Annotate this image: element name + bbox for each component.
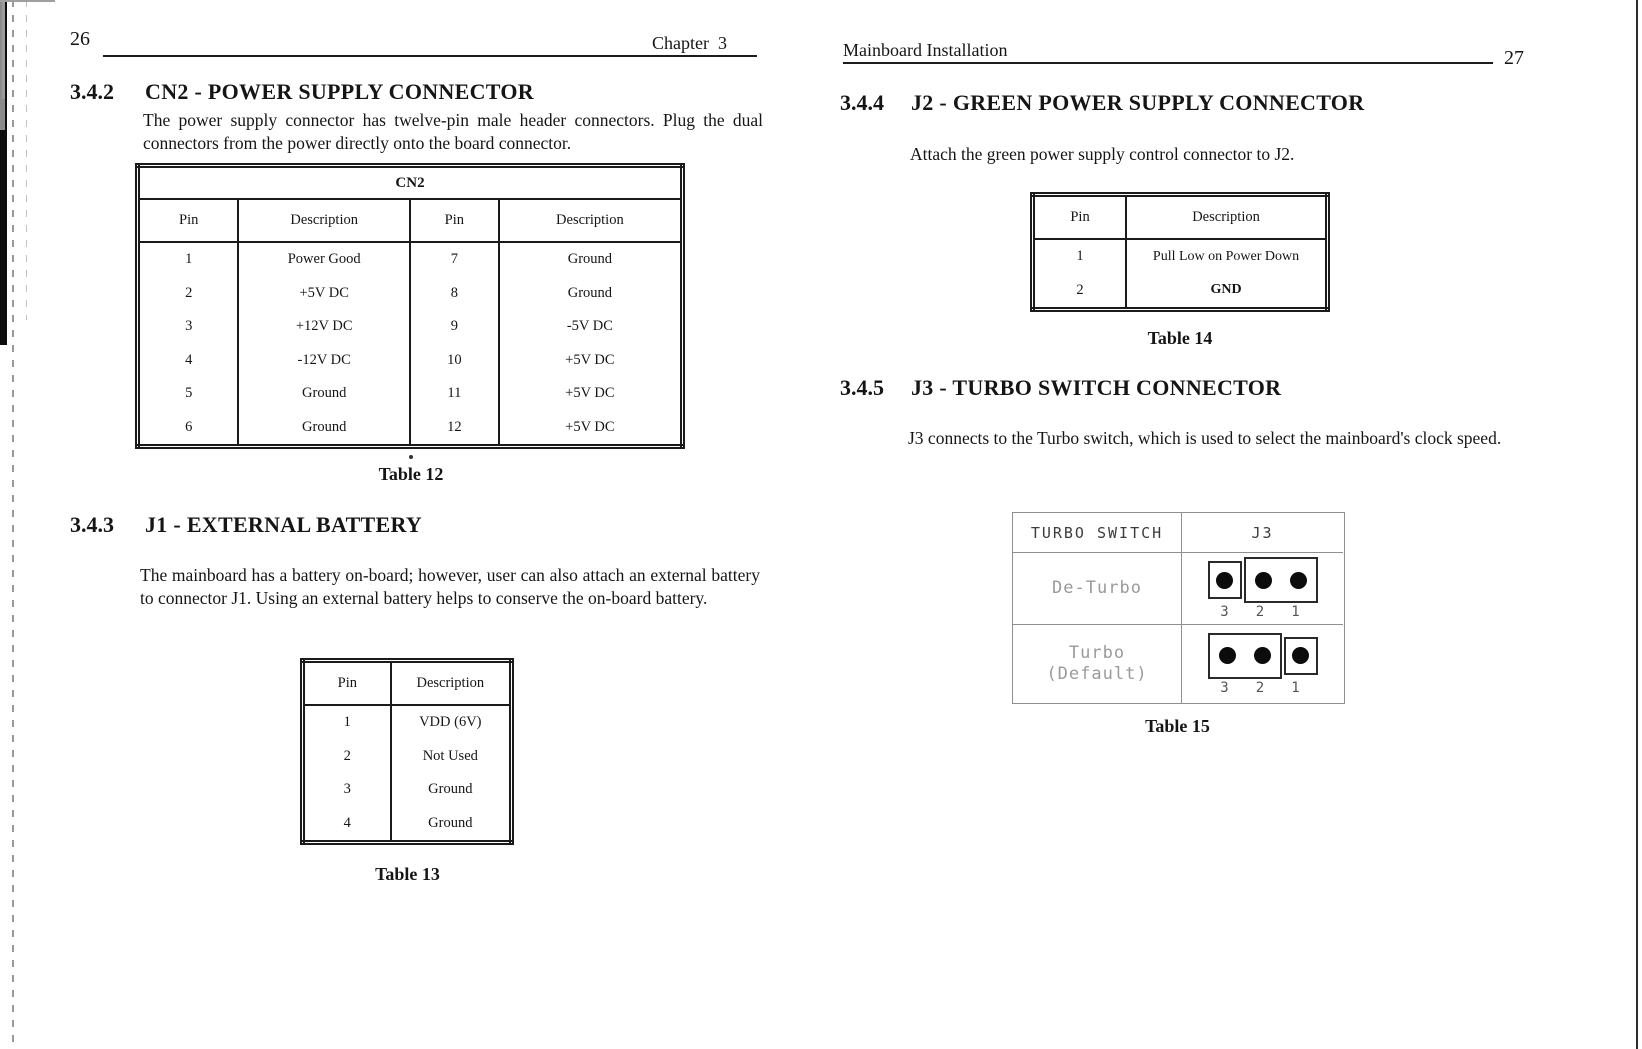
table13-cell: 2 [343,747,351,764]
table12-cell: 8 [410,277,499,311]
table-row [303,740,512,774]
section-344-body: Attach the green power supply control connector to J2. [910,144,1295,164]
turbo-switch-table [1012,512,1345,704]
table12-cell: Ground [238,411,410,447]
section-343-body: The mainboard has a battery on-board; however, user can also attach an external battery to connector J1. Using an external battery helps to conserve the on-board battery. [140,565,760,608]
pin-labels [1208,604,1313,620]
table-row [303,807,512,843]
table12-caption: Table 12 [378,464,444,484]
right-page-number: 27 [1504,47,1524,69]
table12-cell: 2 [185,284,193,301]
section-343-title: J1 - EXTERNAL BATTERY [145,512,423,537]
jumper-pin-open [1208,561,1242,599]
table-row [138,411,683,447]
section-345-title: J3 - TURBO SWITCH CONNECTOR [911,375,1282,400]
table15-jumper-cell [1182,625,1343,703]
table-row [303,705,512,740]
table13-cell: 3 [343,781,351,798]
table15-caption: Table 15 [1145,716,1210,736]
table-row [138,310,683,344]
j2-pin-table [1030,192,1330,312]
table12-cell: Ground [499,277,683,311]
pin-labels [1208,680,1313,696]
table12-cell: 10 [410,344,499,378]
section-343-number: 3.4.3 [70,512,114,537]
table15-label-de-turbo: De-Turbo [1013,553,1182,625]
scan-streak [26,0,27,320]
table12-title: CN2 [138,166,683,200]
table12-header: Pin [410,199,499,242]
pin-label: 3 [1220,679,1229,696]
pin-label: 2 [1255,679,1265,696]
section-344-title: J2 - GREEN POWER SUPPLY CONNECTOR [911,90,1365,115]
table12-cell: 5 [185,385,193,402]
section-342-body: The power supply connector has twelve-pin male header connectors. Plug the dual connectors from the power directly onto the board connector. [143,110,763,153]
table12-cell: Ground [238,377,410,411]
jumper-row [1208,633,1318,679]
table-row [138,242,683,277]
pin-label: 3 [1220,604,1229,620]
left-page-number: 26 [70,28,90,50]
j1-pin-table [300,658,514,845]
table12-cell: 4 [185,351,193,368]
table12-cell: Power Good [238,242,410,277]
table-row [1033,274,1328,310]
pin-dot-icon [1254,647,1271,664]
right-header-rule [843,62,1493,64]
jumper-diagram-turbo [1208,633,1318,696]
table-row [138,377,683,411]
table13-cell: Ground [391,807,512,843]
table12-header: Description [499,199,683,242]
table14-cell: 2 [1076,281,1084,298]
table12-cell: +5V DC [499,411,683,447]
scan-streak [2,0,5,99]
table13-cell: Not Used [391,740,512,774]
table-row [303,773,512,807]
table13-cell: 1 [343,714,351,731]
table12-cell: 3 [185,318,193,335]
table12-cell: -12V DC [238,344,410,378]
table-row [138,277,683,311]
table13-header: Description [391,661,512,706]
table15-label-line: Turbo [1068,643,1126,663]
table12-cell: +5V DC [238,277,410,311]
jumper-cap-2-1 [1244,557,1318,603]
table12-cell: 12 [410,411,499,447]
table12-cell: 9 [410,310,499,344]
table14-cell: 1 [1076,248,1084,265]
pin-label: 2 [1255,604,1265,620]
pin-label: 1 [1291,604,1300,620]
table12-cell: Ground [499,242,683,277]
table12-cell: 7 [410,242,499,277]
table12-cell: 11 [410,377,499,411]
table14-header: Description [1126,195,1327,240]
table12-header: Description [238,199,410,242]
section-342-number: 3.4.2 [70,79,114,104]
section-345-body: J3 connects to the Turbo switch, which is used to select the mainboard's clock speed. [908,428,1502,448]
pin-label: 1 [1291,679,1300,696]
table12-header: Pin [138,199,239,242]
table12-cell: -5V DC [499,310,683,344]
table12-cell: +12V DC [238,310,410,344]
table-row [138,344,683,378]
pin-dot-icon [1292,647,1309,664]
section-342-title: CN2 - POWER SUPPLY CONNECTOR [145,79,534,104]
table14-cell: Pull Low on Power Down [1126,239,1327,274]
table15-jumper-cell [1182,553,1343,625]
table14-header: Pin [1033,195,1127,240]
pin-dot-icon [1255,572,1272,589]
pin-dot-icon [1219,647,1236,664]
left-running-header: Chapter 3 [652,33,727,53]
table-row [1033,239,1328,274]
table15-header-j3: J3 [1182,513,1343,553]
table12-cell: 6 [185,418,193,435]
table13-cell: Ground [391,773,512,807]
left-header-rule [103,55,757,57]
scan-streak [12,0,14,1049]
table15-label-line: (Default) [1046,664,1148,684]
table12-cell: +5V DC [499,377,683,411]
scan-right-edge [1636,0,1638,1049]
table14-cell: GND [1126,274,1327,310]
jumper-row [1208,557,1318,603]
right-running-header: Mainboard Installation [843,40,1008,60]
table15-header-turbo-switch: TURBO SWITCH [1013,513,1182,553]
section-345-number: 3.4.5 [840,375,884,400]
jumper-cap-3-2 [1208,633,1282,679]
table13-caption: Table 13 [375,864,440,884]
table14-caption: Table 14 [1147,328,1213,348]
table13-cell: 4 [343,814,351,831]
scan-speck [409,455,413,459]
table15-label-turbo-default [1013,625,1182,703]
table12-cell: 1 [185,251,193,268]
pin-dot-icon [1290,572,1307,589]
cn2-pin-table [135,163,685,449]
section-344-number: 3.4.4 [840,90,884,115]
jumper-diagram-de-turbo [1208,557,1318,620]
table13-cell: VDD (6V) [391,705,512,740]
jumper-pin-open [1284,637,1318,675]
table12-cell: +5V DC [499,344,683,378]
scan-bottom-mark [0,0,55,2]
pin-dot-icon [1216,572,1233,589]
table13-header: Pin [303,661,391,706]
